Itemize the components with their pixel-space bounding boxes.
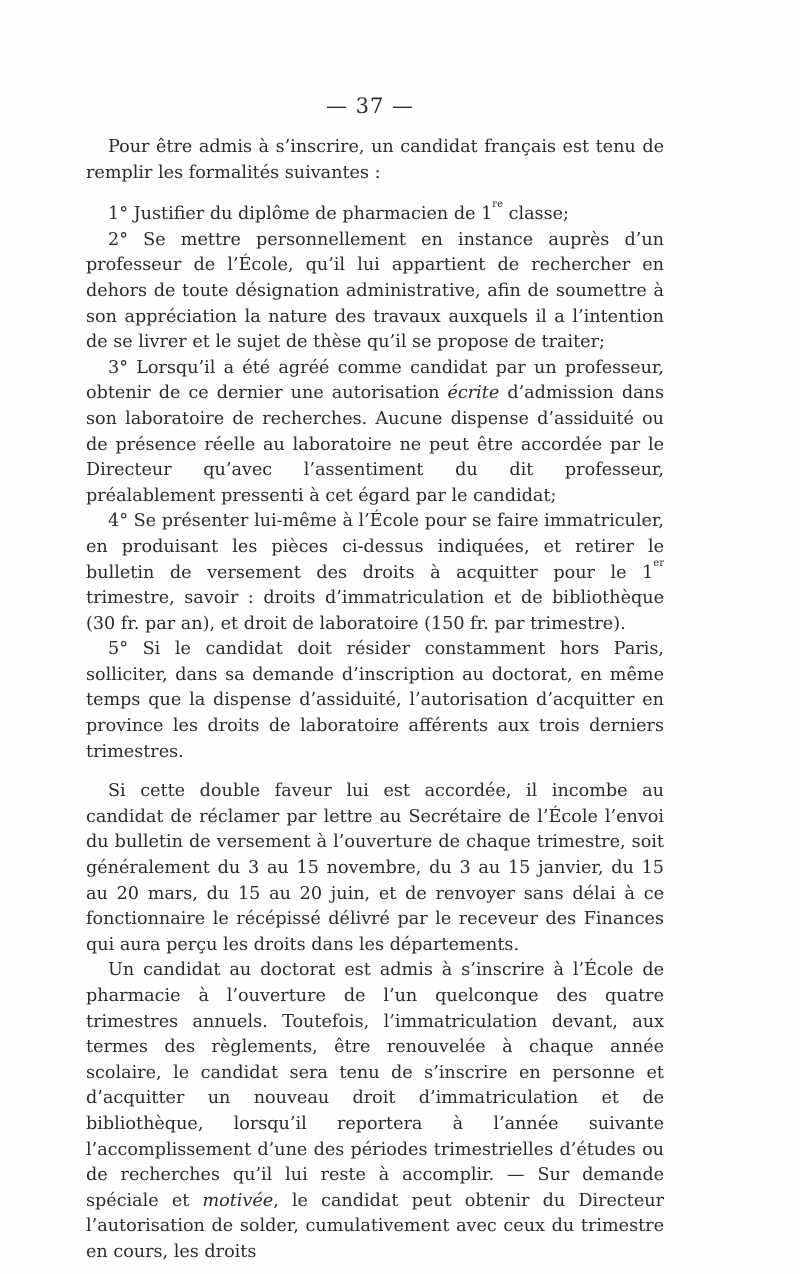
superscript-er: er bbox=[653, 557, 664, 569]
paragraph-candidat-tail: , le candidat peut obtenir du Directeur l’autorisation de solder, cumulativement avec ceux du trimestre en cours, les droits bbox=[86, 1190, 664, 1262]
list-item-1 bbox=[86, 199, 664, 228]
emphasis-ecrite: écrite bbox=[447, 383, 500, 404]
list-item-4 bbox=[86, 509, 664, 637]
superscript-re: re bbox=[492, 199, 503, 211]
list-item-5: 5° Si le candidat doit résider constamment hors Paris, solliciter, dans sa demande d’inscription au doctorat, en même temps que la dispense d’assiduité, l’autorisation d’acquitter en province les droits de laboratoire afférents aux trois derniers trimestres. bbox=[86, 639, 664, 762]
paragraph-candidat-doctorat bbox=[86, 958, 664, 1265]
list-item-1-tail: classe; bbox=[503, 204, 569, 225]
list-item-1-text: 1° Justifier du diplôme de pharmacien de 1 bbox=[108, 204, 493, 225]
paragraph-intro: Pour être admis à s’inscrire, un candidat français est tenu de remplir les formalités suivantes : bbox=[86, 137, 664, 183]
list-item-2: 2° Se mettre personnellement en instance auprès d’un professeur de l’École, qu’il lui appartient de rechercher en dehors de toute désignation administrative, afin de soumettre à son appréciation la nature des travaux auxquels il a l’intention de se livrer et le sujet de thèse qu’il se propose de traiter; bbox=[86, 229, 664, 353]
list-item-3-tail: d’admission dans son laboratoire de recherches. Aucune dispense d’assiduité ou de présence réelle au laboratoire ne peut être accordée par le Directeur qu’avec l’assentiment du dit professeur, préalablement pressenti à cet égard par le candidat; bbox=[86, 383, 664, 506]
list-item-3 bbox=[86, 356, 664, 510]
page-number: — 37 — bbox=[325, 94, 415, 118]
list-item-3-text: 3° Lorsqu’il a été agréé comme candidat par un professeur, obtenir de ce dernier une autorisation bbox=[86, 357, 664, 404]
list-item-4-text: 4° Se présenter lui-même à l’École pour se faire immatriculer, en produisant les pièces ci-dessus indiquées, et retirer le bulletin de versement des droits à acquitter pour le 1 bbox=[86, 511, 664, 583]
body-text bbox=[86, 135, 664, 1266]
paragraph-candidat-text: Un candidat au doctorat est admis à s’inscrire à l’École de pharmacie à l’ouverture de l’un quelconque des quatre trimestres annuels. Toutefois, l’immatriculation devant, aux termes des règlements, être renouvelée à chaque année scolaire, le candidat sera tenu de s’inscrire en personne et d’acquitter un nouveau droit d’immatriculation et de bibliothèque, lorsqu’il reportera à l’année suivante l’accomplissement d’une des périodes trimestrielles d’études ou de recherches qu’il lui reste à accomplir. — Sur demande spéciale et bbox=[86, 960, 664, 1211]
emphasis-motivee: motivée bbox=[202, 1190, 274, 1211]
paragraph-double-faveur: Si cette double faveur lui est accordée, il incombe au candidat de réclamer par lettre au Secrétaire de l’École l’envoi du bulletin de versement à l’ouverture de chaque trimestre, soit généralement du 3 au 15 novembre, du 3 au 15 janvier, du 15 au 20 mars, du 15 au 20 juin, et de renvoyer sans délai à ce fonctionnaire le récépissé délivré par le receveur des Finances qui aura perçu les droits dans les départements. bbox=[86, 781, 664, 955]
list-item-4-tail: trimestre, savoir : droits d’immatriculation et de bibliothèque (30 fr. par an), et droit de laboratoire (150 fr. par trimestre). bbox=[86, 588, 664, 634]
